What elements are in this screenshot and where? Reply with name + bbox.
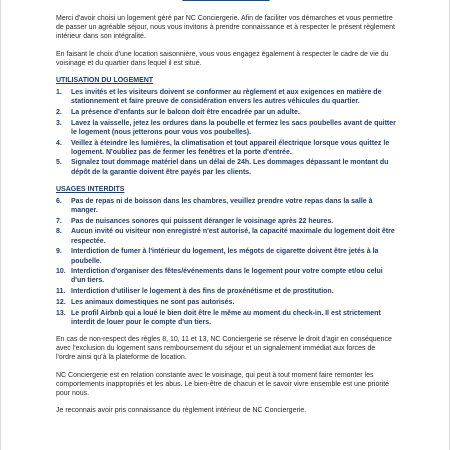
usage-rules-list bbox=[56, 88, 396, 177]
rule-number: 3. bbox=[56, 119, 62, 127]
rule-text: La présence d'enfants sur le balcon doit être encadrée par un adulte. bbox=[71, 108, 300, 116]
closing-paragraph-1: En cas de non-respect des règles 8, 10, 11 et 13, NC Conciergerie se réserve le droit d'agir en conséquence avec l'exclusion du logement sans remboursement du séjour et un signalement immédiat aux forces de l'ordre ainsi qu'à la plateforme de location. bbox=[56, 335, 392, 362]
list-item bbox=[56, 247, 396, 265]
list-item bbox=[56, 309, 396, 327]
list-item bbox=[56, 267, 396, 285]
closing-paragraph-2: NC Conciergerie est en relation constante avec le voisinage, qui peut à tout moment faire remonter les comportements inappropriés et les abus. Le bien-être de chacun et le savoir vivre ensemble est une priorité pour nous. bbox=[56, 371, 390, 397]
rule-number: 5. bbox=[56, 159, 62, 167]
list-item bbox=[56, 298, 396, 307]
list-item bbox=[56, 227, 396, 245]
rule-number: 8. bbox=[56, 228, 62, 236]
rule-number: 6. bbox=[56, 197, 62, 205]
rule-text: Les animaux domestiques ne sont pas autorisés. bbox=[71, 298, 235, 306]
section-heading-forbidden: USAGES INTERDITS bbox=[56, 185, 125, 193]
document-title bbox=[56, 0, 396, 2]
rule-number: 9. bbox=[56, 248, 62, 256]
intro-paragraph-2: En faisant le choix d'une location saisonnière, vous vous engagez également à respecter le cadre de vie du voisinage et du quartier dans lequel il est situé. bbox=[56, 50, 389, 67]
intro-paragraph-1: Merci d'avoir choisi un logement géré par NC Conciergerie. Afin de faciliter vos démarches et vous permettre de passer un agréable séjour, nous vous invitons à prendre connaissance et à respecter le présent règlement intérieur dans son intégralité. bbox=[56, 15, 395, 41]
rule-text: Pas de nuisances sonores qui puissent déranger le voisinage après 22 heures. bbox=[71, 217, 334, 225]
list-item bbox=[56, 287, 396, 296]
rule-number: 10. bbox=[56, 268, 66, 276]
rule-text: Lavez la vaisselle, jetez les ordures dans la poubelle et fermez les sacs poubelles avant de quitter le logement (nous jetterons pour vous vos poubelles). bbox=[71, 119, 396, 136]
section-heading-usage: UTILISATION DU LOGEMENT bbox=[56, 77, 154, 85]
closing-paragraph-3: Je reconnais avoir pris connaissance du règlement intérieur de NC Conciergerie. bbox=[56, 407, 307, 415]
document-content bbox=[56, 0, 396, 423]
rule-number: 4. bbox=[56, 139, 62, 147]
rule-number: 13. bbox=[56, 309, 66, 317]
list-item bbox=[56, 119, 396, 137]
list-item bbox=[56, 197, 396, 215]
list-item bbox=[56, 217, 396, 226]
rule-text: Le profil Airbnb qui a loué le bien doit être le même au moment du check-in. Il est strictement interdit de louer pour le compte d'un tiers. bbox=[71, 309, 381, 326]
rule-text: Aucun invité ou visiteur non enregistré n'est autorisé, la capacité maximale du logement doit être respectée. bbox=[71, 228, 395, 245]
forbidden-rules-list bbox=[56, 197, 396, 327]
list-item bbox=[56, 88, 396, 106]
rule-text: Veillez à éteindre les lumières, la climatisation et tout appareil électrique lorsque vous quittez le logement. N'oubliez pas de fermer les fenêtres et la porte d'entrée. bbox=[71, 139, 390, 156]
rule-text: Interdiction d'organiser des fêtes/événements dans le logement pour votre compte et/ou celui d'un tiers. bbox=[71, 268, 383, 285]
list-item bbox=[56, 139, 396, 157]
list-item bbox=[56, 158, 396, 176]
rule-text: Les invités et les visiteurs doivent se conformer au règlement et aux exigences en matière de stationnement et faire preuve de considération envers les autres véhicules du quartier. bbox=[71, 89, 382, 106]
rule-text: Signalez tout dommage matériel dans un délai de 24h. Les dommages dépassant le montant du dépôt de la garantie doivent être payés par les clients. bbox=[71, 159, 389, 176]
rule-text: Interdiction d'utiliser le logement à des fins de proxénétisme et de prostitution. bbox=[71, 288, 334, 296]
rule-number: 11. bbox=[56, 288, 66, 296]
rule-number: 7. bbox=[56, 217, 62, 225]
rule-number: 12. bbox=[56, 298, 66, 306]
rule-text: Pas de repas ni de boisson dans les chambres, veuillez prendre votre repas dans la salle à manger. bbox=[71, 197, 373, 215]
rule-text: Interdiction de fumer à l'intérieur du logement, les mégots de cigarette doivent être jetés à la poubelle. bbox=[71, 248, 379, 265]
rule-number: 1. bbox=[56, 89, 62, 97]
rule-number: 2. bbox=[56, 108, 62, 116]
list-item bbox=[56, 108, 396, 117]
